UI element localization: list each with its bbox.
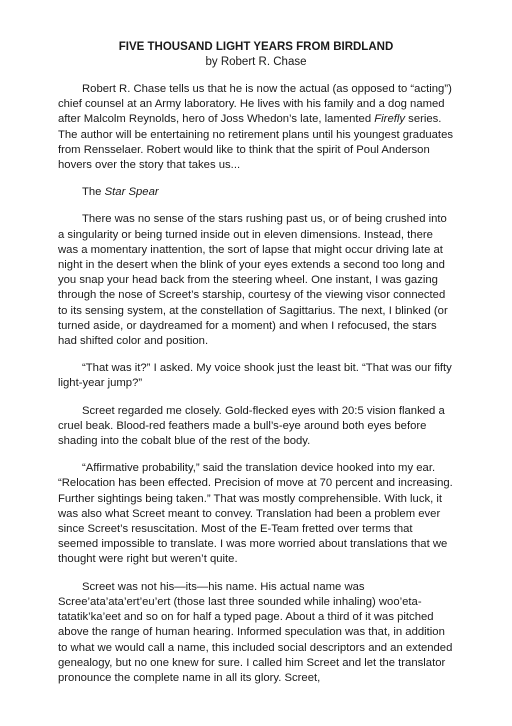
intro-text-after: series. The author will be entertaining no retirement plans until his youngest graduates from Rensselaer. Robert would like to think that the spirit of Poul Anderson hovers over the story that takes us... [58,113,453,172]
intro-text-before: Robert R. Chase tells us that he is now the actual (as opposed to “acting”) chief counsel at an Army laboratory. He lives with his family and a dog named after Malcolm Reynolds, hero of Joss Whedon’s late, lamented [58,83,452,126]
body-paragraph: “That was it?” I asked. My voice shook just the least bit. “That was our fifty light-year jump?” [58,362,452,390]
section-heading [58,185,454,200]
story-title: FIVE THOUSAND LIGHT YEARS FROM BIRDLAND [118,41,394,53]
body-paragraph: “Affirmative probability,” said the translation device hooked into my ear. “Relocation has been effected. Precision of move at 70 percent and increasing. Further sightings being taken.” That was mostly comprehensible. With luck, it was also what Screet meant to convey. Translation had been a problem ever since Screet’s resuscitation. Most of the E-Team fretted over terms that seemed impossible to translate. I was more worried about translations that we thought were right but weren’t quite. [58,462,453,566]
intro-paragraph [58,82,454,173]
body-paragraph: Screet regarded me closely. Gold-flecked eyes with 20:5 vision flanked a cruel beak. Blood-red feathers made a bull’s-eye around both eyes before shading into the cobalt blue of the rest of the body. [58,404,445,448]
intro-italic-title: Firefly [374,113,406,126]
section-prefix: The [82,186,105,199]
body-paragraph: There was no sense of the stars rushing past us, or of being crushed into a singularity or being turned inside out in eleven dimensions. Instead, there was a momentary inattention, the sort of lapse that might occur driving late at night in the desert when the blink of your eyes extends a second too long and you snap your head back from the steering wheel. One instant, I was gazing through the nose of Screet’s starship, courtesy of the viewing visor connected to its sensing system, at the constellation of Sagittarius. The next, I blinked (or turned aside, or daydreamed for a moment) and when I refocused, the stars had shifted color and position. [58,213,448,348]
section-italic-name: Star Spear [104,186,159,199]
byline: by Robert R. Chase [205,56,307,68]
body-paragraph: Screet was not his—its—his name. His actual name was Scree’ata’ata’ert’eu’ert (those last three sounded while inhaling) woo’eta-tatatik’ka’eet and so on for half a typed page. About a third of it was pitched above the range of human hearing. Informed speculation was that, in addition to what we would call a name, this included social descriptors and an extended genealogy, but no one knew for sure. I called him Screet and let the translator pronounce the complete name in all its glory. Screet, [58,580,453,684]
